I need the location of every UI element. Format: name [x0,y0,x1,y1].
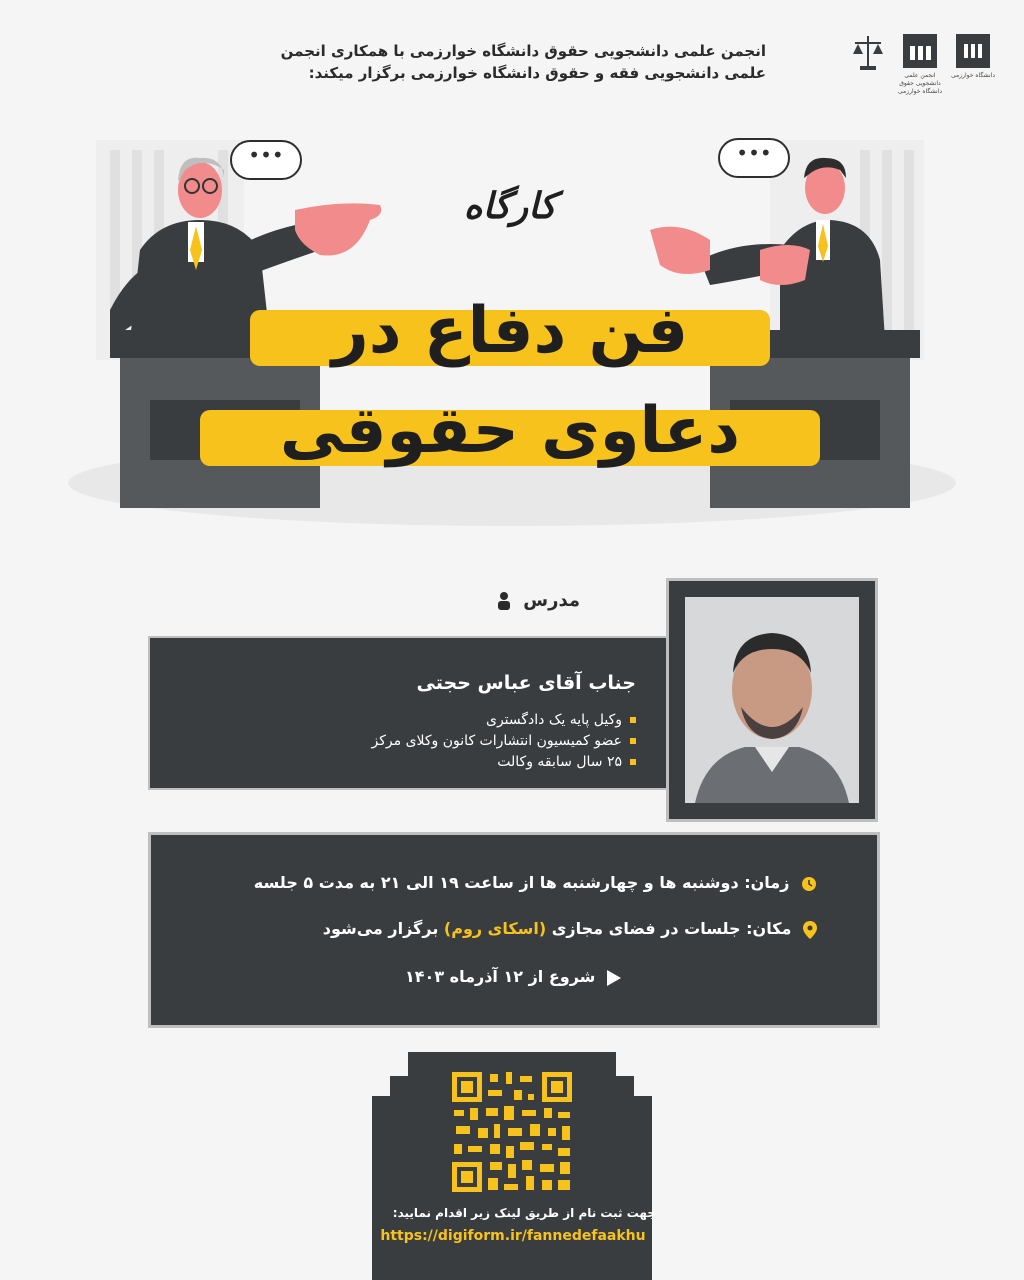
clock-icon [801,876,817,892]
association-emblem-icon [903,34,937,68]
schedule-box [148,832,880,1028]
registration-link[interactable]: https://digiform.ir/fannedefaakhu [380,1228,646,1244]
bio-item: عضو کمیسیون انتشارات کانون وکلای مرکز [372,731,636,752]
person-icon [497,592,511,610]
organizer-line-1: انجمن علمی دانشجویی حقوق دانشگاه خوارزمی با همکاری انجمن [280,42,766,60]
place-line [323,919,817,939]
time-line [254,873,817,892]
registration-qr-code[interactable] [448,1068,576,1196]
place-label: مکان: [746,919,792,938]
law-association-logo [840,34,896,100]
instructor-name: جناب آقای عباس حجتی [416,672,636,694]
university-logo [945,34,1001,100]
instructor-label [497,590,580,611]
registration-instruction: جهت ثبت نام از طریق لینک زیر اقدام نمایید: [392,1206,656,1220]
student-association-logo [892,34,948,100]
instructor-photo [685,597,859,803]
instructor-photo-frame [666,578,878,822]
scales-of-justice-icon [851,34,885,68]
university-emblem-icon [956,34,990,68]
right-column [904,150,914,330]
instructor-label-text: مدرس [523,590,580,611]
bio-item: وکیل پایه یک دادگستری [372,710,636,731]
organizer-line-2: علمی دانشجویی فقه و حقوق دانشگاه خوارزمی برگزار میکند: [308,64,766,82]
workshop-kicker: کارگاه [463,186,557,227]
place-text-after: برگزار می‌شود [322,919,439,938]
time-text: دوشنبه ها و چهارشنبه ها از ساعت ۱۹ الی ۲۱ به مدت ۵ جلسه [253,873,739,892]
organizer-text [246,40,766,84]
play-icon [607,970,621,986]
start-text: شروع از ۱۲ آذرماه ۱۴۰۳ [405,967,596,986]
bio-item: ۲۵ سال سابقه وکالت [372,752,636,773]
left-speech-bubble: ••• [230,140,302,180]
workshop-title-line-1: فن دفاع در [331,294,689,368]
location-pin-icon [803,921,817,939]
logo-1-caption: دانشگاه خوارزمی [950,72,996,79]
bullet-icon [630,759,636,765]
bullet-icon [630,717,636,723]
place-text-before: جلسات در فضای مجازی [551,919,741,938]
workshop-title-line-2: دعاوی حقوقی [279,394,741,468]
instructor-bio-box [148,636,674,790]
bullet-icon [630,738,636,744]
instructor-bio-list [372,710,636,773]
start-line [405,967,621,986]
logo-2-caption: انجمن علمی دانشجویی حقوق دانشگاه خوارزمی [897,72,943,95]
time-label: زمان: [744,873,790,892]
right-speech-bubble: ••• [718,138,790,178]
place-highlight: (اسکای روم) [443,919,547,938]
